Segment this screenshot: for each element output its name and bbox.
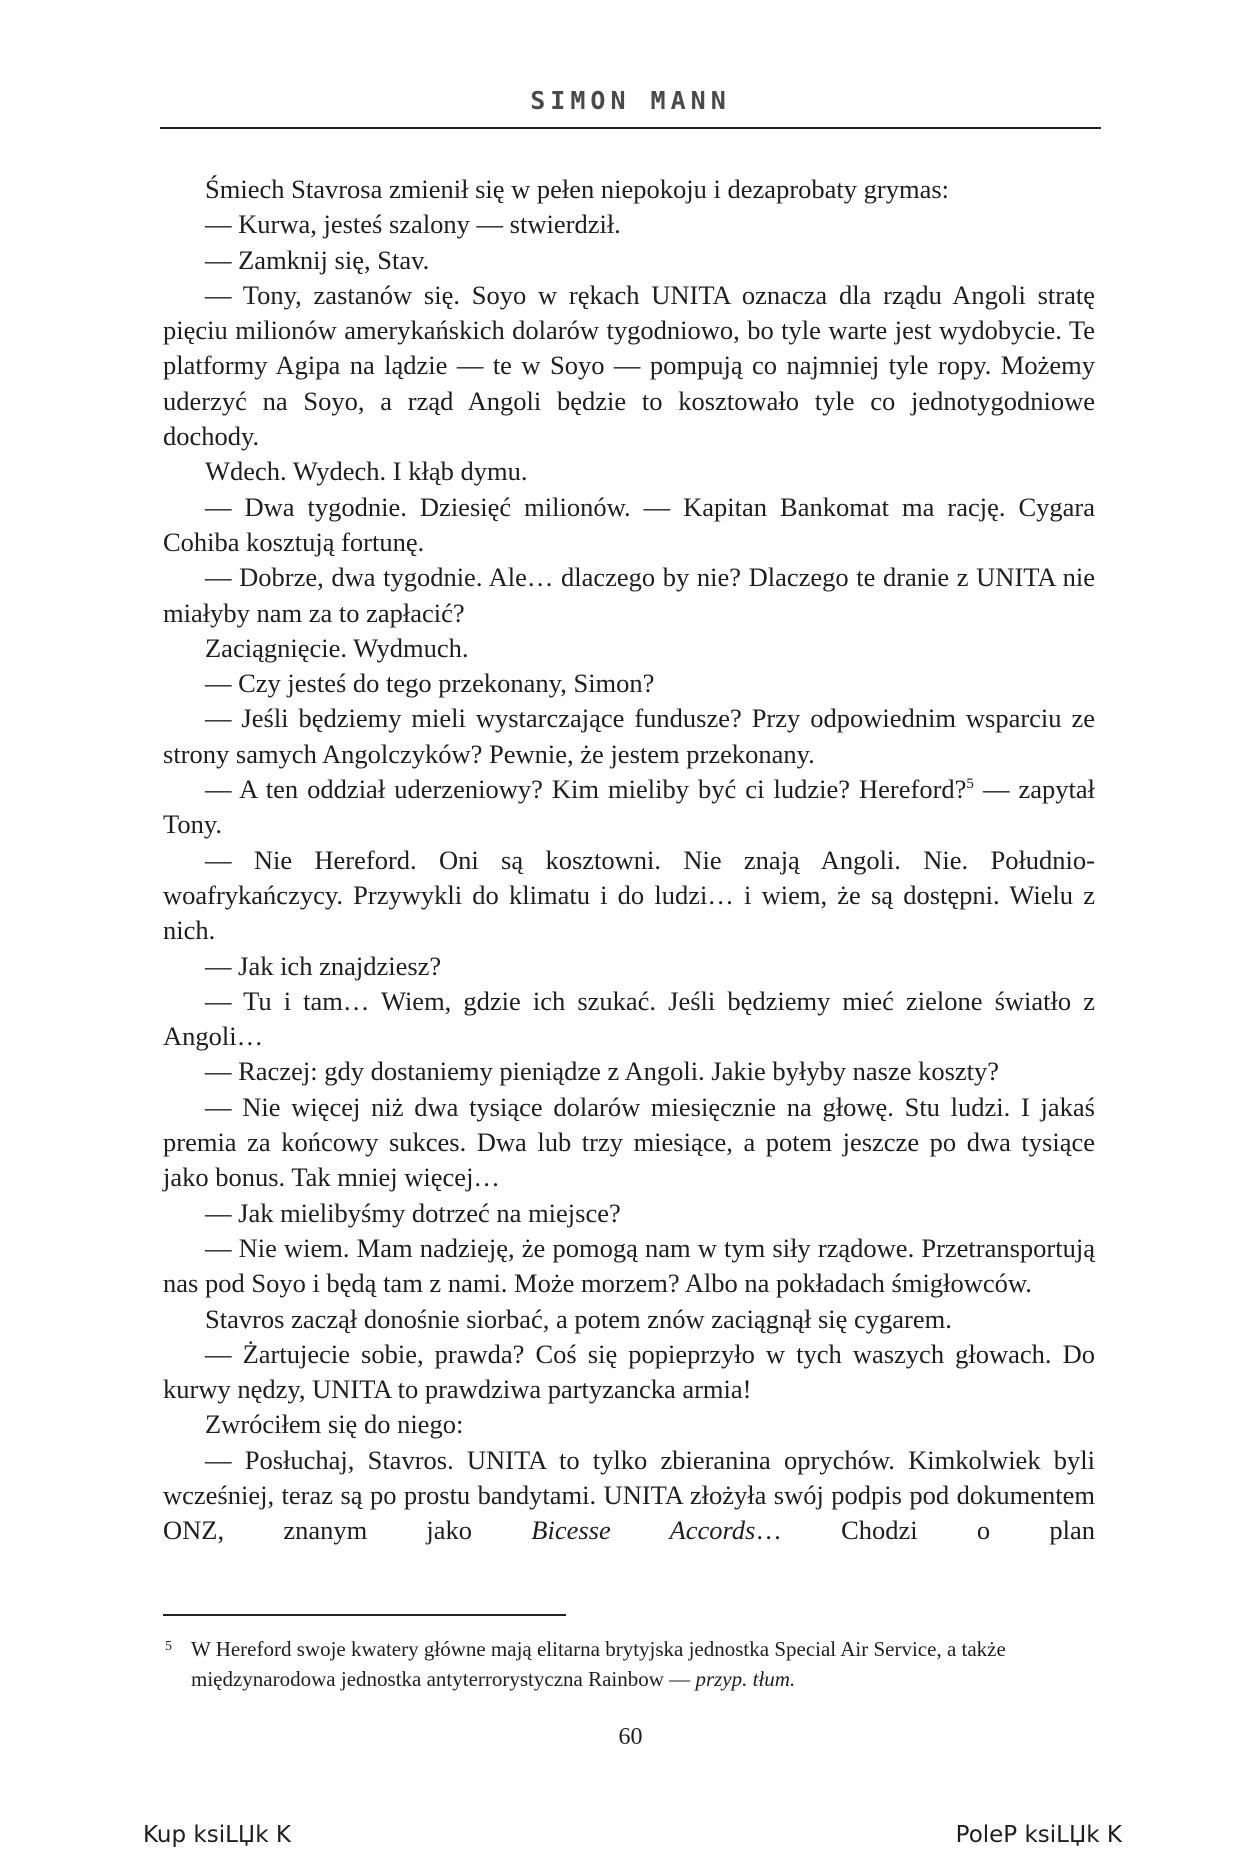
paragraph-text: Stavros zaczął donośnie siorbać, a potem znów zaciągnął się cygarem. xyxy=(205,1303,952,1334)
paragraph-text: — Jak mielibyśmy dotrzeć na miejsce? xyxy=(205,1197,621,1228)
italic-title: Bicesse Accords xyxy=(531,1515,756,1546)
paragraph-text: — Tony, zastanów się. Soyo w rękach UNITA oznacza dla rządu Angoli stratę pięciu milionów amerykańskich dolarów tygodniowo, bo tyle warte jest wydobycie. Te platformy Agipa na lądzie — te w Soyo — pompują co najmniej tyle ropy. Możemy uderzyć na Soyo, a rząd Angoli będzie to kosztowało tyle co jednotygodniowe dochody. xyxy=(163,279,1095,452)
paragraph xyxy=(163,666,1095,701)
paragraph-text: Zaciągnięcie. Wydmuch. xyxy=(205,632,469,663)
paragraph-text-continued: — zapytał Tony. xyxy=(163,774,1095,840)
paragraph xyxy=(163,1231,1095,1302)
paragraph-text: — Dobrze, dwa tygodnie. Ale… dlaczego by nie? Dlaczego te dranie z UNITA nie miałyby nam za to zapłacić? xyxy=(163,562,1095,628)
paragraph xyxy=(163,243,1095,278)
header-rule xyxy=(160,127,1101,129)
paragraph-text: — Jak ich znajdziesz? xyxy=(205,950,442,981)
paragraph-text: Zwróciłem się do niego: xyxy=(205,1409,464,1440)
recommend-book-link[interactable]: PoleP ksiLЏk K xyxy=(955,1822,1122,1848)
footnote-rule xyxy=(163,1614,566,1616)
paragraph xyxy=(163,949,1095,984)
paragraph-text: — Tu i tam… Wiem, gdzie ich szukać. Jeśli będziemy mieć zielone światło z Angoli… xyxy=(163,985,1095,1052)
paragraph xyxy=(163,278,1095,454)
paragraph-text: — Raczej: gdy dostaniemy pieniądze z Angoli. Jakie byłyby nasze koszty? xyxy=(205,1056,1000,1087)
paragraph xyxy=(163,172,1095,207)
paragraph-text: — Nie więcej niż dwa tysiące dolarów miesięcznie na głowę. Stu ludzi. I jakaś premia za końcowy sukces. Dwa lub trzy miesiące, a potem jeszcze po dwa tysiące jako bonus. Tak mniej więcej… xyxy=(163,1091,1095,1193)
paragraph xyxy=(163,1407,1095,1442)
paragraph xyxy=(163,772,1095,843)
paragraph-text: — Dwa tygodnie. Dziesięć milionów. — Kapitan Bankomat ma rację. Cygara Cohiba kosztują fortunę. xyxy=(163,491,1095,557)
paragraph xyxy=(163,1337,1095,1408)
paragraph xyxy=(163,1443,1095,1549)
footnote-text: W Hereford swoje kwatery główne mają elitarna brytyjska jednostka Special Air Service, a także międzynarodowa jednostka antyterrorystyczna Rainbow — xyxy=(191,1637,1006,1691)
paragraph xyxy=(163,701,1095,772)
paragraph-text: — Zamknij się, Stav. xyxy=(205,244,430,275)
buy-book-link[interactable]: Kup ksiLЏk K xyxy=(143,1822,291,1848)
paragraph-text: — Jeśli będziemy mieli wystarczające fundusze? Przy odpowiednim wsparciu ze strony samych Angolczyków? Pewnie, że jestem przekonany. xyxy=(163,703,1095,769)
footnote-italic: przyp. tłum. xyxy=(695,1667,796,1691)
paragraph-text: Wdech. Wydech. I kłąb dymu. xyxy=(205,456,528,487)
footnote-reference: 5 xyxy=(966,776,974,793)
body-text xyxy=(163,172,1095,1549)
paragraph xyxy=(163,1090,1095,1196)
paragraph xyxy=(163,1302,1095,1337)
paragraph xyxy=(163,631,1095,666)
paragraph-text: — Kurwa, jesteś szalony — stwierdził. xyxy=(205,209,621,240)
paragraph-text: — A ten oddział uderzeniowy? Kim mieliby być ci ludzie? Hereford? xyxy=(205,774,967,805)
paragraph-text: — Nie wiem. Mam nadzieję, że pomogą nam w tym siły rządowe. Przetransportują nas pod Soyo i będą tam z nami. Może morzem? Albo na pokładach śmigłowców. xyxy=(163,1232,1095,1299)
footnote-mark: 5 xyxy=(165,1639,172,1654)
running-header: SIMON MANN xyxy=(530,86,731,115)
footnote-text-block xyxy=(163,1634,1095,1694)
paragraph xyxy=(163,1196,1095,1231)
paragraph-text-continued: … Chodzi o plan xyxy=(755,1515,1095,1546)
paragraph xyxy=(163,560,1095,631)
paragraph xyxy=(163,454,1095,489)
paragraph-text: — Posłuchaj, Stavros. UNITA to tylko zbieranina oprychów. Kimkolwiek byli wcześniej, teraz są po prostu bandytami. UNITA złożyła swój podpis pod dokumentem ONZ, znanym jako xyxy=(163,1444,1095,1546)
paragraph-text: Śmiech Stavrosa zmienił się w pełen niepokoju i dezaprobaty grymas: xyxy=(205,174,950,204)
paragraph-text: — Żartujecie sobie, prawda? Coś się popieprzyło w tych waszych głowach. Do kurwy nędzy, UNITA to prawdziwa partyzancka armia! xyxy=(163,1338,1095,1405)
paragraph-text: — Nie Hereford. Oni są kosztowni. Nie znają Angoli. Nie. Południowoafrykańczycy. Przywykli do klimatu i do ludzi… i wiem, że są dostępni. Wielu z nich. xyxy=(163,844,1095,946)
paragraph xyxy=(163,207,1095,242)
paragraph xyxy=(163,984,1095,1055)
footnote xyxy=(163,1634,1095,1694)
paragraph xyxy=(163,1054,1095,1089)
paragraph xyxy=(163,490,1095,561)
page-number: 60 xyxy=(618,1724,643,1750)
paragraph-text: — Czy jesteś do tego przekonany, Simon? xyxy=(205,668,655,699)
paragraph xyxy=(163,843,1095,949)
